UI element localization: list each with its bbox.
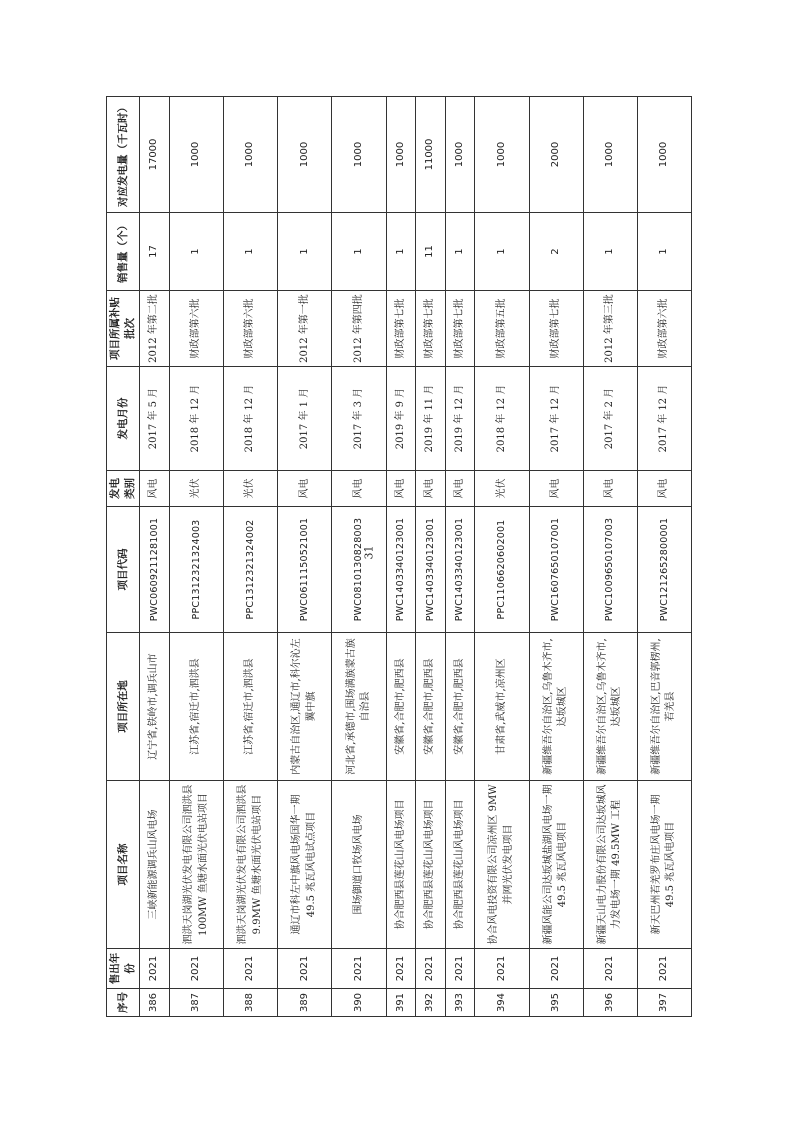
cell-qty: 2 xyxy=(529,213,583,291)
cell-batch: 财政部第五批 xyxy=(475,291,529,367)
header-name: 项目名称 xyxy=(107,781,140,949)
cell-type: 风电 xyxy=(332,471,386,507)
cell-year: 2021 xyxy=(332,949,386,989)
cell-no: 392 xyxy=(416,989,446,1017)
cell-batch: 2012 年第一批 xyxy=(278,291,332,367)
cell-year: 2021 xyxy=(416,949,446,989)
cell-year: 2021 xyxy=(170,949,224,989)
cell-month: 2017 年 2 月 xyxy=(583,367,637,471)
cell-qty: 1 xyxy=(224,213,278,291)
cell-name: 新疆风能公司达坂城盐湖风电场一期 49.5 兆瓦风电项目 xyxy=(529,781,583,949)
cell-location: 新疆维吾尔自治区,巴音郭楞州,若羌县 xyxy=(637,633,691,781)
table-row xyxy=(224,97,278,1017)
cell-name: 围场御道口牧场风电场 xyxy=(332,781,386,949)
cell-month: 2018 年 12 月 xyxy=(170,367,224,471)
cell-name: 协合风电投资有限公司凉州区 9MW 并网光伏发电项目 xyxy=(475,781,529,949)
cell-power: 1000 xyxy=(445,97,475,213)
cell-batch: 2012 年第四批 xyxy=(332,291,386,367)
cell-year: 2021 xyxy=(445,949,475,989)
cell-year: 2021 xyxy=(386,949,416,989)
header-row xyxy=(107,97,140,1017)
cell-location: 江苏省,宿迁市,泗洪县 xyxy=(224,633,278,781)
cell-code: PPC1106620602001 xyxy=(475,507,529,633)
cell-code: PWC1212652800001 xyxy=(637,507,691,633)
cell-type: 光伏 xyxy=(475,471,529,507)
cell-power: 1000 xyxy=(475,97,529,213)
cell-name: 协合肥西县莲花山风电场项目 xyxy=(386,781,416,949)
cell-batch: 2012 年第三批 xyxy=(583,291,637,367)
cell-name: 三峡新能源调兵山风电场 xyxy=(140,781,170,949)
rotated-table-container xyxy=(106,97,692,1017)
cell-month: 2017 年 12 月 xyxy=(529,367,583,471)
cell-no: 393 xyxy=(445,989,475,1017)
cell-batch: 财政部第七批 xyxy=(445,291,475,367)
table-row xyxy=(386,97,416,1017)
cell-type: 风电 xyxy=(637,471,691,507)
cell-type: 风电 xyxy=(529,471,583,507)
header-month: 发电月份 xyxy=(107,367,140,471)
subsidy-table xyxy=(106,96,692,1017)
cell-no: 388 xyxy=(224,989,278,1017)
cell-month: 2019 年 9 月 xyxy=(386,367,416,471)
header-type: 发电类别 xyxy=(107,471,140,507)
cell-name: 新疆天山电力股份有限公司达坂城风力发电场一期 49.5MW 工程 xyxy=(583,781,637,949)
cell-no: 391 xyxy=(386,989,416,1017)
table-row xyxy=(170,97,224,1017)
cell-no: 389 xyxy=(278,989,332,1017)
cell-location: 新疆维吾尔自治区,乌鲁木齐市,达坂城区 xyxy=(583,633,637,781)
page-number: 31 xyxy=(362,545,376,560)
cell-year: 2021 xyxy=(583,949,637,989)
cell-name: 新天巴州若羌罗布庄风电场一期 49.5 兆瓦风电项目 xyxy=(637,781,691,949)
cell-batch: 2012 年第二批 xyxy=(140,291,170,367)
cell-month: 2017 年 1 月 xyxy=(278,367,332,471)
cell-qty: 1 xyxy=(332,213,386,291)
cell-power: 1000 xyxy=(583,97,637,213)
cell-location: 新疆维吾尔自治区,乌鲁木齐市,达坂城区 xyxy=(529,633,583,781)
cell-batch: 财政部第六批 xyxy=(224,291,278,367)
cell-name: 通辽市科左中旗风电场国华一期 49.5 兆瓦风电试点项目 xyxy=(278,781,332,949)
cell-month: 2017 年 3 月 xyxy=(332,367,386,471)
header-batch: 项目所属补贴批次 xyxy=(107,291,140,367)
cell-power: 1000 xyxy=(637,97,691,213)
cell-type: 风电 xyxy=(140,471,170,507)
cell-location: 安徽省,合肥市,肥西县 xyxy=(386,633,416,781)
cell-name: 协合肥西县莲花山风电场项目 xyxy=(445,781,475,949)
cell-power: 1000 xyxy=(224,97,278,213)
cell-qty: 17 xyxy=(140,213,170,291)
cell-qty: 1 xyxy=(170,213,224,291)
header-code: 项目代码 xyxy=(107,507,140,633)
cell-code: PWC1607650107001 xyxy=(529,507,583,633)
cell-power: 2000 xyxy=(529,97,583,213)
header-power: 对应发电量（千瓦时） xyxy=(107,97,140,213)
cell-type: 光伏 xyxy=(224,471,278,507)
cell-power: 1000 xyxy=(170,97,224,213)
table-row xyxy=(583,97,637,1017)
cell-no: 390 xyxy=(332,989,386,1017)
cell-code: PWC0810130828003 xyxy=(332,507,386,633)
cell-location: 安徽省,合肥市,肥西县 xyxy=(416,633,446,781)
cell-type: 风电 xyxy=(445,471,475,507)
cell-no: 394 xyxy=(475,989,529,1017)
cell-code: PPC1312321324002 xyxy=(224,507,278,633)
table-row xyxy=(475,97,529,1017)
cell-name: 泗洪天岗湖光伏发电有限公司泗洪县 9.9MW 鱼塘水面光伏电站项目 xyxy=(224,781,278,949)
cell-qty: 1 xyxy=(278,213,332,291)
cell-code: PWC0611150521001 xyxy=(278,507,332,633)
cell-location: 甘肃省,武威市,凉州区 xyxy=(475,633,529,781)
cell-location: 安徽省,合肥市,肥西县 xyxy=(445,633,475,781)
cell-qty: 1 xyxy=(583,213,637,291)
cell-type: 风电 xyxy=(583,471,637,507)
cell-power: 17000 xyxy=(140,97,170,213)
cell-no: 397 xyxy=(637,989,691,1017)
cell-qty: 1 xyxy=(386,213,416,291)
table-row xyxy=(278,97,332,1017)
cell-no: 395 xyxy=(529,989,583,1017)
cell-location: 河北省,承德市,围场满族蒙古族自治县 xyxy=(332,633,386,781)
header-year: 售出年份 xyxy=(107,949,140,989)
cell-month: 2017 年 5 月 xyxy=(140,367,170,471)
cell-location: 内蒙古自治区,通辽市,科尔沁左翼中旗 xyxy=(278,633,332,781)
cell-qty: 1 xyxy=(445,213,475,291)
cell-year: 2021 xyxy=(529,949,583,989)
cell-code: PWC1403340123001 xyxy=(416,507,446,633)
cell-month: 2019 年 12 月 xyxy=(445,367,475,471)
cell-code: PWC0609211281001 xyxy=(140,507,170,633)
cell-type: 光伏 xyxy=(170,471,224,507)
cell-year: 2021 xyxy=(224,949,278,989)
cell-year: 2021 xyxy=(637,949,691,989)
cell-month: 2018 年 12 月 xyxy=(475,367,529,471)
table-row xyxy=(140,97,170,1017)
cell-batch: 财政部第七批 xyxy=(416,291,446,367)
cell-qty: 1 xyxy=(637,213,691,291)
header-location: 项目所在地 xyxy=(107,633,140,781)
cell-batch: 财政部第六批 xyxy=(637,291,691,367)
cell-year: 2021 xyxy=(278,949,332,989)
table-row xyxy=(332,97,386,1017)
cell-batch: 财政部第七批 xyxy=(386,291,416,367)
cell-batch: 财政部第六批 xyxy=(170,291,224,367)
cell-month: 2019 年 11 月 xyxy=(416,367,446,471)
cell-name: 泗洪天岗湖光伏发电有限公司泗洪县 100MW 鱼塘水面光伏电站项目 xyxy=(170,781,224,949)
cell-power: 11000 xyxy=(416,97,446,213)
table-row xyxy=(416,97,446,1017)
cell-code: PWC1009650107003 xyxy=(583,507,637,633)
cell-no: 386 xyxy=(140,989,170,1017)
cell-location: 辽宁省,铁岭市,调兵山市 xyxy=(140,633,170,781)
table-row xyxy=(445,97,475,1017)
cell-name: 协合肥西县莲花山风电场项目 xyxy=(416,781,446,949)
cell-type: 风电 xyxy=(416,471,446,507)
table-row xyxy=(637,97,691,1017)
cell-type: 风电 xyxy=(386,471,416,507)
cell-no: 387 xyxy=(170,989,224,1017)
header-qty: 销售量（个） xyxy=(107,213,140,291)
cell-qty: 1 xyxy=(475,213,529,291)
cell-no: 396 xyxy=(583,989,637,1017)
cell-year: 2021 xyxy=(140,949,170,989)
header-no: 序号 xyxy=(107,989,140,1017)
cell-month: 2017 年 12 月 xyxy=(637,367,691,471)
cell-code: PWC1403340123001 xyxy=(386,507,416,633)
cell-power: 1000 xyxy=(278,97,332,213)
cell-code: PWC1403340123001 xyxy=(445,507,475,633)
cell-month: 2018 年 12 月 xyxy=(224,367,278,471)
cell-code: PPC1312321324003 xyxy=(170,507,224,633)
cell-type: 风电 xyxy=(278,471,332,507)
cell-year: 2021 xyxy=(475,949,529,989)
cell-qty: 11 xyxy=(416,213,446,291)
cell-power: 1000 xyxy=(386,97,416,213)
cell-location: 江苏省,宿迁市,泗洪县 xyxy=(170,633,224,781)
table-row xyxy=(529,97,583,1017)
cell-power: 1000 xyxy=(332,97,386,213)
cell-batch: 财政部第七批 xyxy=(529,291,583,367)
